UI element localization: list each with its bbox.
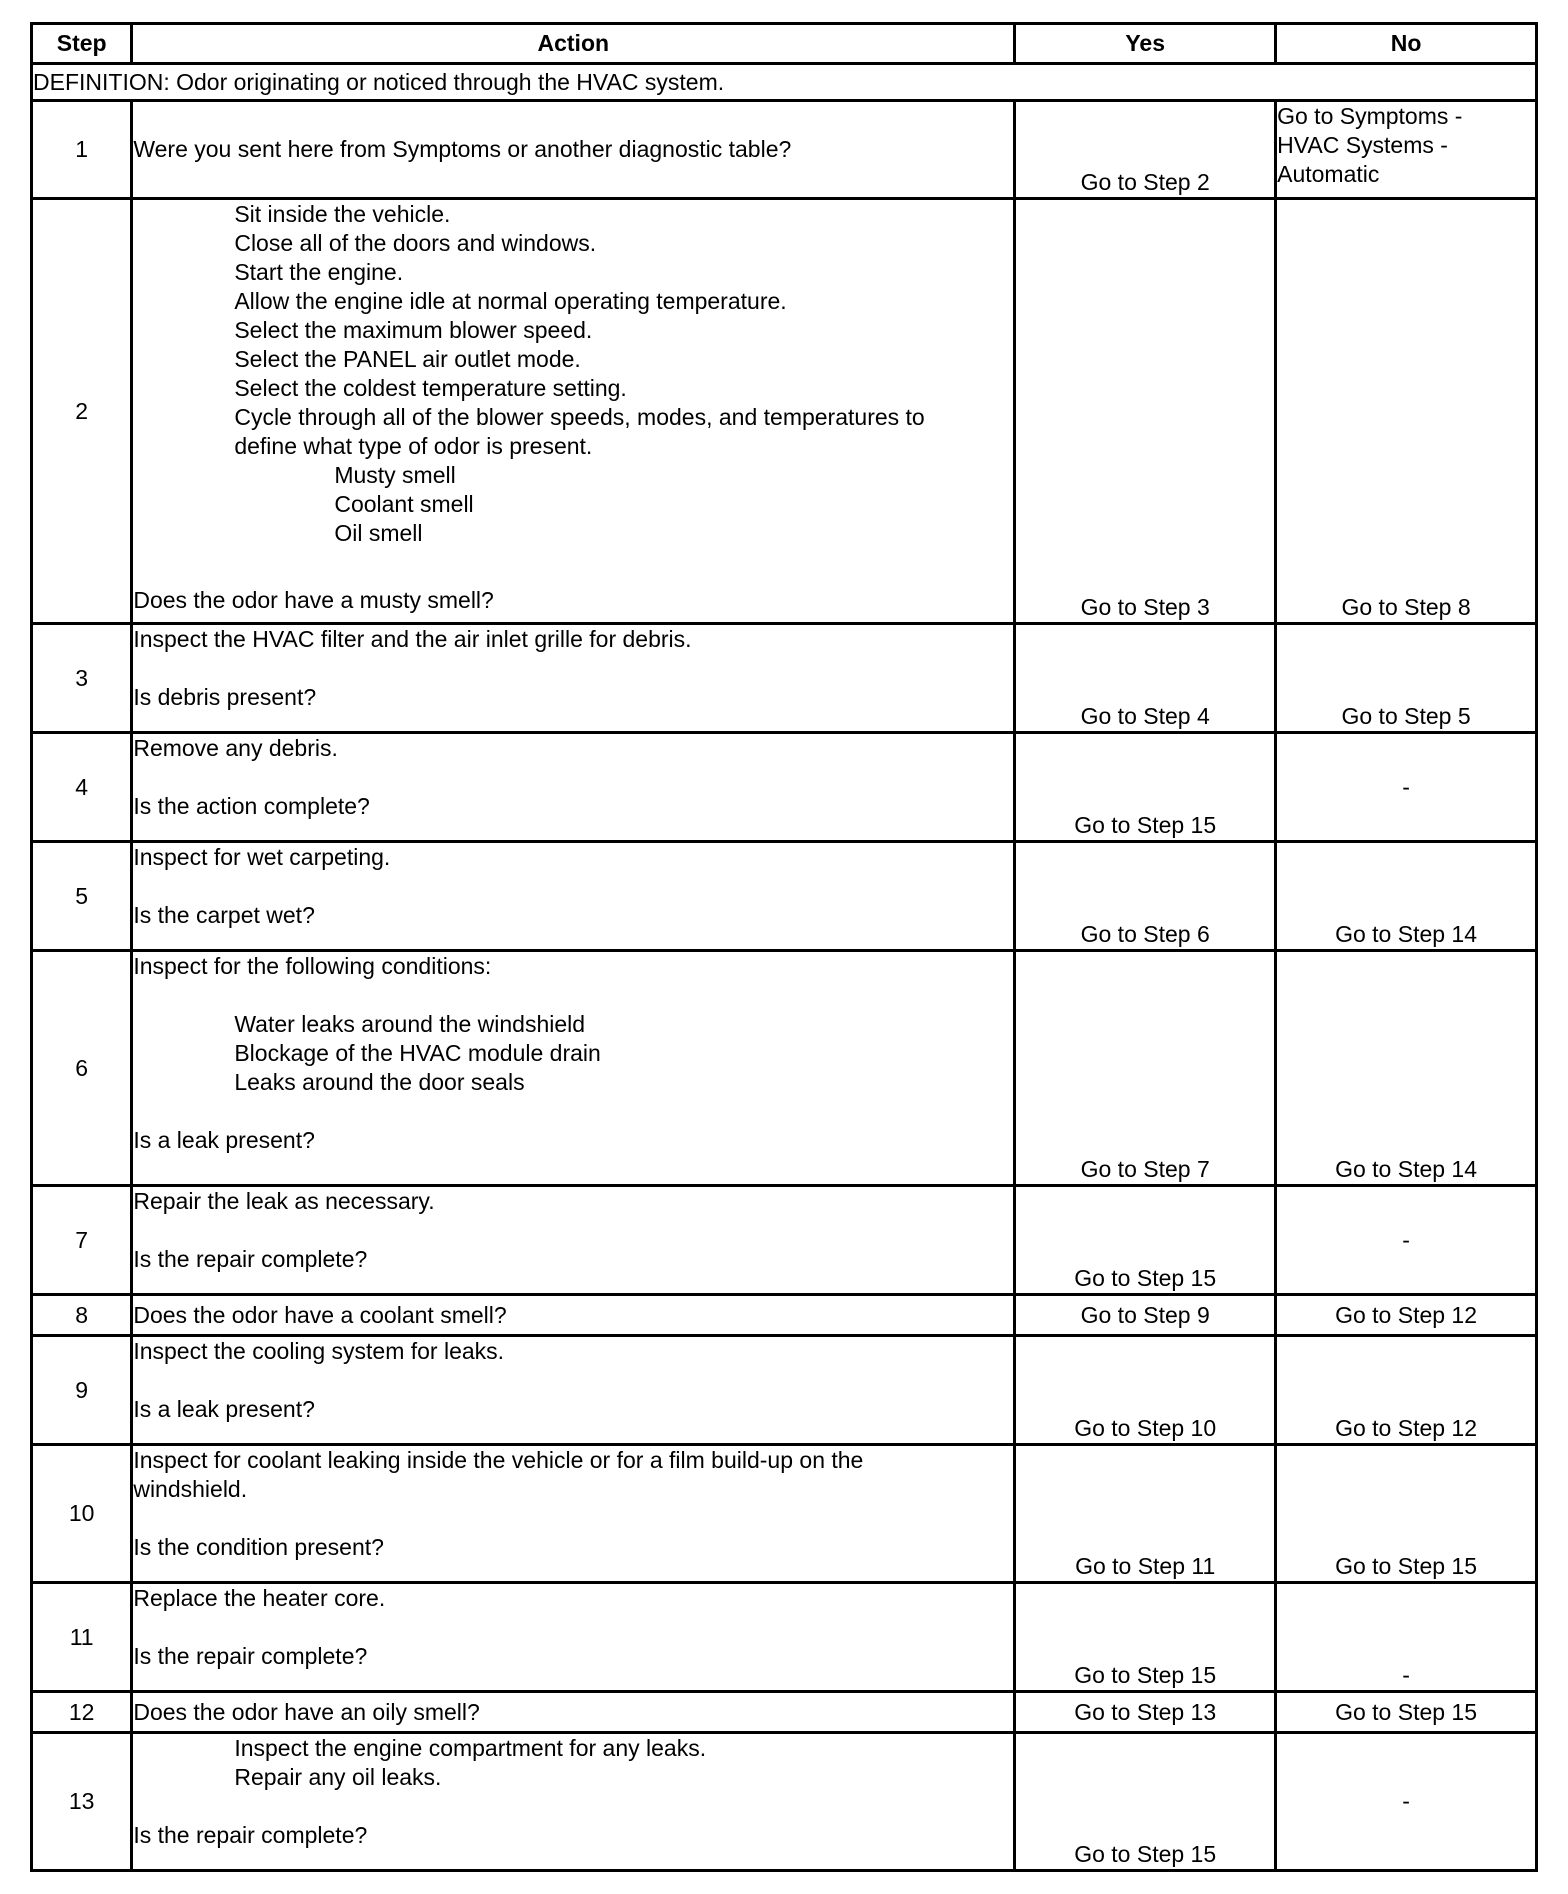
action-question: Is the repair complete? [133,1246,368,1272]
diagnostic-table [30,22,1538,1872]
step-number: 8 [32,1295,132,1336]
step-number: 5 [32,842,132,951]
table-row [32,624,1537,733]
step-number: 9 [32,1336,132,1445]
no-cell: - [1276,1733,1537,1871]
yes-cell: Go to Step 15 [1015,1733,1276,1871]
table-row [32,842,1537,951]
action-question: Is debris present? [133,684,317,710]
action-line: define what type of odor is present. [234,433,593,459]
action-question: Is the condition present? [133,1534,384,1560]
action-line: Remove any debris. [133,735,338,761]
action-question: Were you sent here from Symptoms or another diagnostic table? [133,136,792,162]
definition-row [32,64,1537,101]
yes-cell: Go to Step 7 [1015,951,1276,1186]
action-line: Repair the leak as necessary. [133,1188,435,1214]
no-cell: Go to Step 15 [1276,1445,1537,1583]
no-cell: Go to Step 8 [1276,199,1537,624]
action-line: Sit inside the vehicle. [234,201,451,227]
yes-cell: Go to Step 15 [1015,733,1276,842]
header-action: Action [132,24,1015,64]
header-no: No [1276,24,1537,64]
action-question: Does the odor have an oily smell? [133,1698,480,1725]
action-line: windshield. [133,1476,248,1502]
table-row [32,1445,1537,1583]
no-cell: - [1276,733,1537,842]
table-row [32,951,1537,1186]
step-number: 3 [32,624,132,733]
no-cell: Go to Step 14 [1276,842,1537,951]
no-cell: Go to Step 14 [1276,951,1537,1186]
yes-cell: Go to Step 11 [1015,1445,1276,1583]
action-question: Does the odor have a coolant smell? [133,1301,507,1328]
no-cell: Go to Step 15 [1276,1692,1537,1733]
definition-text: DEFINITION: Odor originating or noticed through the HVAC system. [32,64,1537,101]
no-line: HVAC Systems - [1277,132,1448,158]
action-line: Close all of the doors and windows. [234,230,597,256]
step-number: 6 [32,951,132,1186]
action-cell [132,1583,1015,1692]
no-cell: - [1276,1583,1537,1692]
step-number: 11 [32,1583,132,1692]
action-line: Allow the engine idle at normal operating temperature. [234,288,787,314]
step-number: 10 [32,1445,132,1583]
table-row [32,733,1537,842]
yes-cell: Go to Step 4 [1015,624,1276,733]
action-cell [132,1445,1015,1583]
action-question: Is the repair complete? [133,1643,368,1669]
action-line: Start the engine. [234,259,404,285]
action-question: Is a leak present? [133,1127,315,1153]
action-subline: Blockage of the HVAC module drain [234,1040,601,1066]
table-row [32,1733,1537,1871]
no-cell: Go to Step 5 [1276,624,1537,733]
action-cell [132,951,1015,1186]
action-cell [132,1733,1015,1871]
action-cell [132,624,1015,733]
action-question: Is the action complete? [133,793,370,819]
no-cell: - [1276,1186,1537,1295]
table-row [32,1692,1537,1733]
yes-cell: Go to Step 9 [1015,1295,1276,1336]
action-cell [132,842,1015,951]
action-cell [132,1295,1015,1336]
step-number: 1 [32,101,132,199]
action-question: Is the carpet wet? [133,902,315,928]
action-line: Inspect for coolant leaking inside the vehicle or for a film build-up on the [133,1447,864,1473]
yes-cell: Go to Step 6 [1015,842,1276,951]
action-cell [132,733,1015,842]
action-line: Cycle through all of the blower speeds, modes, and temperatures to [234,404,925,430]
action-line: Select the PANEL air outlet mode. [234,346,581,372]
no-cell: Go to Step 12 [1276,1336,1537,1445]
header-row [32,24,1537,64]
yes-cell: Go to Step 15 [1015,1583,1276,1692]
action-subline: Leaks around the door seals [234,1069,525,1095]
action-question: Is a leak present? [133,1396,315,1422]
action-subline: Coolant smell [334,491,474,517]
step-number: 12 [32,1692,132,1733]
table-row [32,1186,1537,1295]
header-yes: Yes [1015,24,1276,64]
no-line: Go to Symptoms - [1277,103,1463,129]
action-line: Repair any oil leaks. [234,1764,442,1790]
action-cell [132,1186,1015,1295]
action-line: Inspect for wet carpeting. [133,844,391,870]
no-cell [1276,101,1537,199]
action-cell [132,199,1015,624]
action-subline: Water leaks around the windshield [234,1011,586,1037]
step-number: 4 [32,733,132,842]
table-row [32,101,1537,199]
step-number: 2 [32,199,132,624]
action-line: Select the maximum blower speed. [234,317,593,343]
table-row [32,199,1537,624]
table-row [32,1295,1537,1336]
action-line: Select the coldest temperature setting. [234,375,627,401]
action-question: Does the odor have a musty smell? [133,587,494,613]
action-line: Inspect the HVAC filter and the air inlet grille for debris. [133,626,692,652]
no-cell: Go to Step 12 [1276,1295,1537,1336]
action-cell [132,1692,1015,1733]
action-line: Inspect the cooling system for leaks. [133,1338,505,1364]
action-cell [132,101,1015,199]
action-subline: Musty smell [334,462,456,488]
header-step: Step [32,24,132,64]
table-row [32,1336,1537,1445]
step-number: 13 [32,1733,132,1871]
table-row [32,1583,1537,1692]
action-line: Inspect for the following conditions: [133,953,492,979]
yes-cell: Go to Step 2 [1015,101,1276,199]
step-number: 7 [32,1186,132,1295]
action-subline: Oil smell [334,520,423,546]
yes-cell: Go to Step 10 [1015,1336,1276,1445]
no-line: Automatic [1277,161,1380,187]
action-cell [132,1336,1015,1445]
yes-cell: Go to Step 3 [1015,199,1276,624]
action-line: Replace the heater core. [133,1585,386,1611]
yes-cell: Go to Step 15 [1015,1186,1276,1295]
action-question: Is the repair complete? [133,1822,368,1848]
yes-cell: Go to Step 13 [1015,1692,1276,1733]
action-line: Inspect the engine compartment for any leaks. [234,1735,707,1761]
